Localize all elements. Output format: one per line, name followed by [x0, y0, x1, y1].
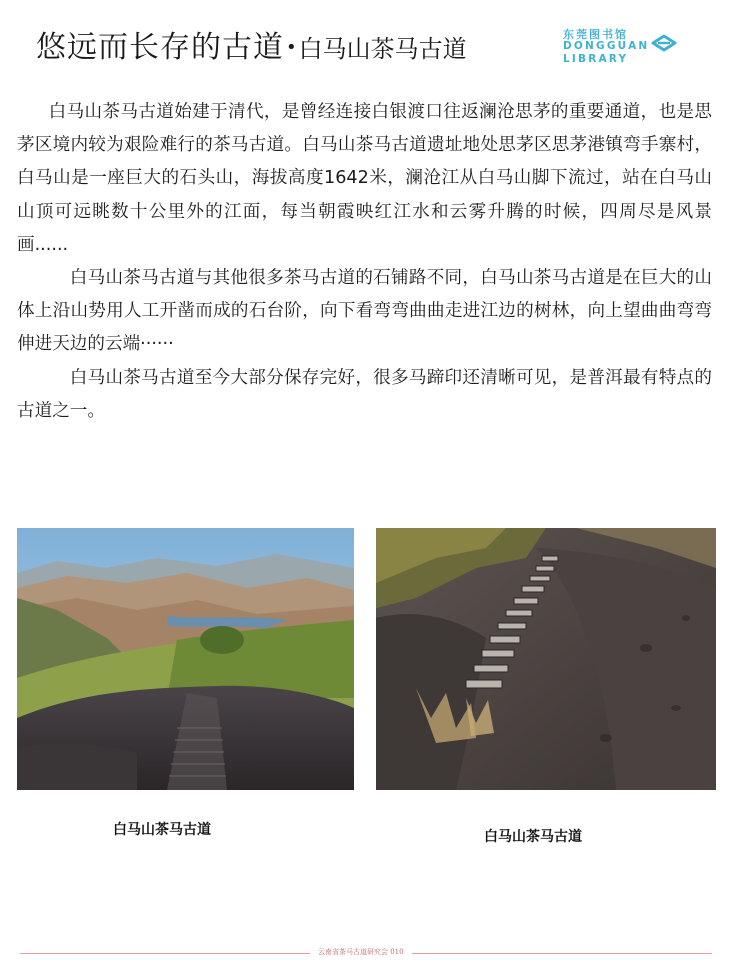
right-photo-caption: 白马山茶马古道 [484, 829, 582, 845]
stone-steps-photo [376, 528, 716, 790]
title-separator: • [286, 37, 297, 58]
left-photo-caption: 白马山茶马古道 [113, 822, 211, 838]
logo-english-line1: DONGGUAN [563, 40, 650, 52]
footer-divider-left [20, 953, 310, 954]
article-paragraph: 白马山茶马古道与其他很多茶马古道的石铺路不同，白马山茶马古道是在巨大的山体上沿山势用人工开凿而成的石台阶，向下看弯弯曲曲走进江边的树林，向上望曲曲弯弯伸进天边的云端······ [17, 268, 712, 355]
article-body [17, 96, 712, 428]
article-paragraph: 白马山茶马古道至今大部分保存完好，很多马蹄印还清晰可见，是普洱最有特点的古道之一。 [17, 367, 712, 421]
footer-divider-right [412, 953, 712, 954]
page-subtitle: 白马山茶马古道 [298, 35, 467, 63]
article-paragraph: 白马山茶马古道始建于清代，是曾经连接白银渡口往返澜沧思茅的重要通道，也是思茅区境内较为艰险难行的茶马古道。白马山茶马古道遗址地处思茅区思茅港镇弯手寨村，白马山是一座巨大的石头山，海拔高度1642米，澜沧江从白马山脚下流过，站在白马山山顶可远眺数十公里外的江面，每当朝霞映红江水和云雾升腾的时候，四周尽是风景画...... [17, 102, 712, 255]
page-title: 悠远而长存的古道 [36, 30, 284, 65]
logo-english-line2: LIBRARY [563, 53, 629, 65]
mountain-landscape-photo [17, 528, 354, 790]
library-logo-icon [651, 33, 677, 53]
footer-text: 云南省茶马古道研究会 010 [318, 948, 404, 956]
logo-chinese-name: 东莞图书馆 [563, 28, 628, 41]
page-header [36, 22, 467, 74]
library-logo [563, 26, 683, 68]
